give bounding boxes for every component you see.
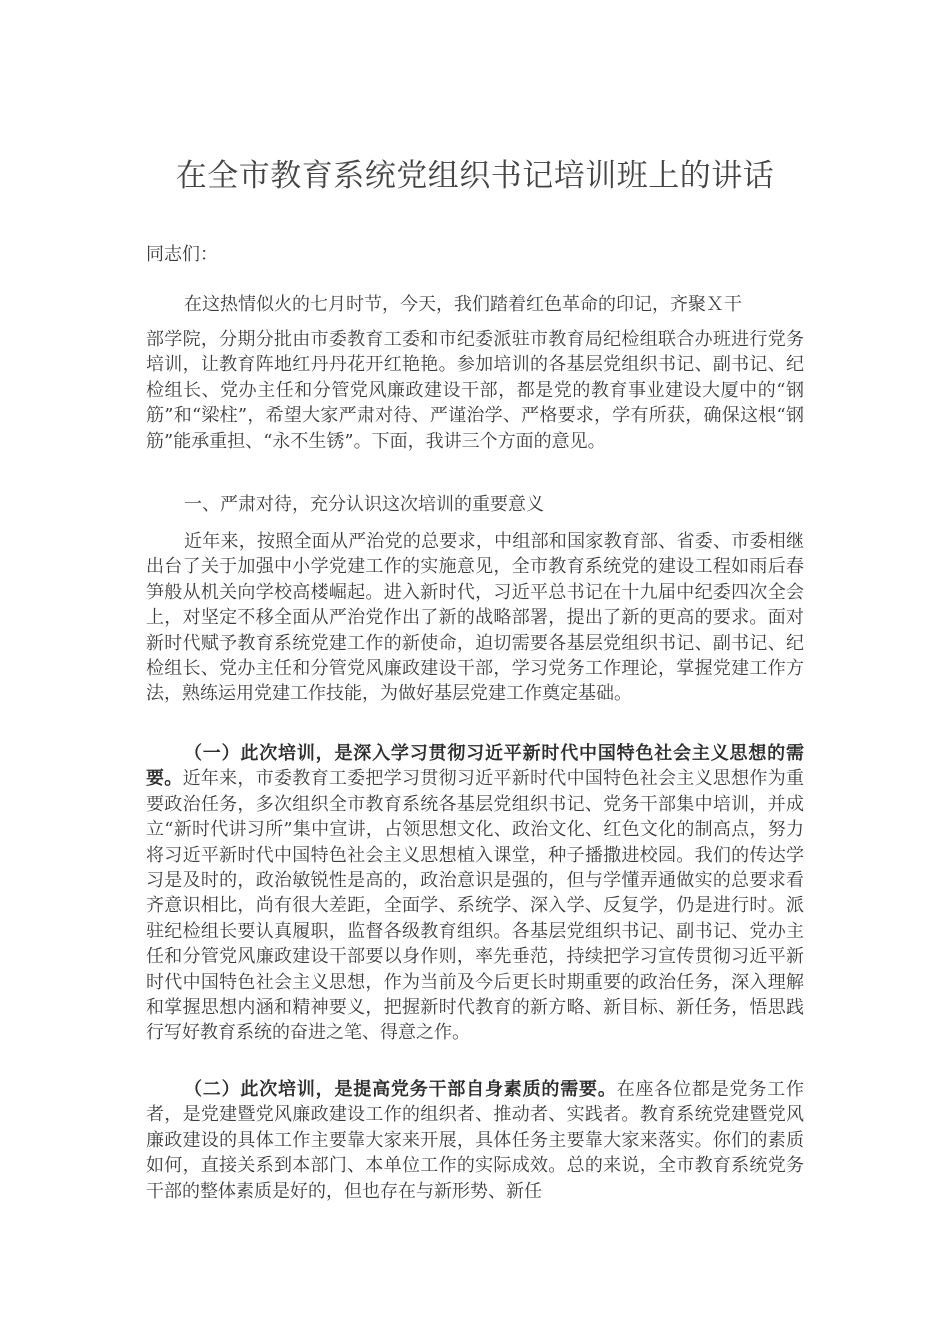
salutation: 同志们：	[146, 244, 218, 265]
subsection-1-heading: （一）此次培训，是深入学习贯彻习近平新时代中国特色社会主义思想的需要。	[146, 743, 804, 790]
intro-paragraph: 部学院，分期分批由市委教育工委和市纪委派驻市教育局纪检组联合办班进行党务培训，让教育阵地红丹丹花开红艳艳。参加培训的各基层党组织书记、副书记、纪检组长、党办主任和分管党风廉政建设干部，都是党的教育事业建设大厦中的“钢筋”和“梁柱”，希望大家严肃对待、严谨治学、严格要求，学有所获，确保这根“钢筋”能承重担、“永不生锈”。下面，我讲三个方面的意见。	[146, 329, 804, 452]
subsection-2-text: 在座各位都是党务工作者，是党建暨党风廉政建设工作的组织者、推动者、实践者。教育系统党建暨党风廉政建设的具体工作主要靠大家来开展，具体任务主要靠大家来落实。你们的素质如何，直接关系到本部门、本单位工作的实际成效。总的来说，全市教育系统党务干部的整体素质是好的，但也存在与新形势、新任	[146, 1079, 804, 1202]
subsection-2-paragraph	[146, 1077, 804, 1204]
intro-first-line: 在这热情似火的七月时节，今天，我们踏着红色革命的印记，齐聚Ｘ干	[184, 294, 742, 315]
section-heading-1: 一、严肃对待，充分认识这次培训的重要意义	[184, 494, 544, 515]
subsection-1-text: 近年来，市委教育工委把学习贯彻习近平新时代中国特色社会主义思想作为重要政治任务，多次组织全市教育系统各基层党组织书记、党务干部集中培训，并成立“新时代讲习所”集中宣讲，占领思想文化、政治文化、红色文化的制高点，努力将习近平新时代中国特色社会主义思想植入课堂，种子播撒进校园。我们的传达学习是及时的，政治敏锐性是高的，政治意识是强的，但与学懂弄通做实的总要求看齐意识相比，尚有很大差距，全面学、系统学、深入学、反复学，仍是进行时。派驻纪检组长要认真履职，监督各级教育组织。各基层党组织书记、副书记、党办主任和分管党风廉政建设干部要以身作则，率先垂范，持续把学习宣传贯彻习近平新时代中国特色社会主义思想，作为当前及今后更长时期重要的政治任务，深入理解和掌握思想内涵和精神要义，把握新时代教育的新方略、新目标、新任务，悟思践行写好教育系统的奋进之笔、得意之作。	[146, 768, 805, 1044]
document-title: 在全市教育系统党组织书记培训班上的讲话	[175, 158, 775, 194]
subsection-2-heading: （二）此次培训，是提高党务干部自身素质的需要。	[184, 1079, 617, 1100]
subsection-1-paragraph	[146, 741, 804, 1046]
section1-paragraph: 近年来，按照全面从严治党的总要求，中组部和国家教育部、省委、市委相继出台了关于加强中小学党建工作的实施意见，全市教育系统党的建设工程如雨后春笋般从机关向学校高楼崛起。进入新时代，习近平总书记在十九届中纪委四次全会上，对坚定不移全面从严治党作出了新的战略部署，提出了新的更高的要求。面对新时代赋予教育系统党建工作的新使命，迫切需要各基层党组织书记、副书记、纪检组长、党办主任和分管党风廉政建设干部，学习党务工作理论，掌握党建工作方法，熟练运用党建工作技能，为做好基层党建工作奠定基础。	[146, 531, 804, 705]
